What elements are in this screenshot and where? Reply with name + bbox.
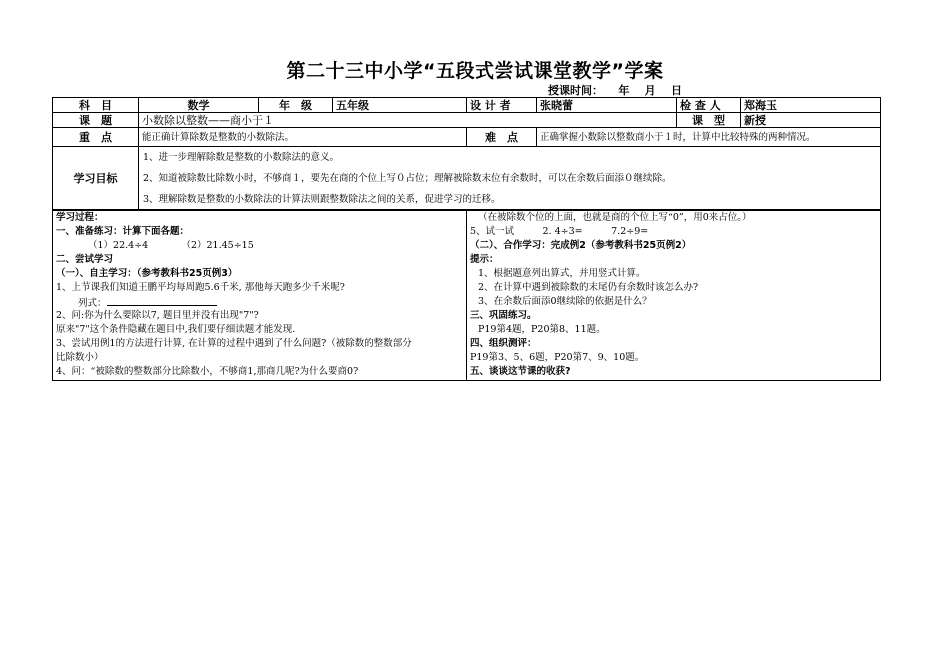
grade-value: 五年级 bbox=[333, 98, 467, 113]
type-label: 课 型 bbox=[677, 113, 741, 128]
goal-item: 2、知道被除数比除数小时，不够商１，要先在商的个位上写０占位；理解被除数末位有余数时，可以在余数后面添０继续除。 bbox=[143, 173, 672, 184]
difficulty-label: 难 点 bbox=[467, 128, 537, 147]
hint-2: 2、在计算中遇到被除数的末尾仍有余数时该怎么办? bbox=[478, 282, 699, 293]
process-heading: 学习过程： bbox=[56, 212, 104, 223]
checker-label: 检 查 人 bbox=[677, 98, 741, 113]
equation-label: 列式： bbox=[78, 298, 107, 309]
goals-label: 学习目标 bbox=[53, 147, 139, 211]
goals-list bbox=[139, 147, 881, 211]
grade-label: 年 级 bbox=[259, 98, 333, 113]
answer-note: （在被除数个位的上面，也就是商的个位上写“0”，用0来占位。） bbox=[478, 212, 752, 223]
self-study-heading: （一）、自主学习：（参考教科书25页例3） bbox=[56, 268, 238, 279]
class-date: 授课时间： 年 月 日 bbox=[548, 84, 682, 97]
prep-exercises: （1）22.4÷4 （2）21.45÷15 bbox=[88, 240, 254, 251]
hint-3: 3、在余数后面添0继续除的依据是什么？ bbox=[478, 296, 652, 307]
key-point-value: 能正确计算除数是整数的小数除法。 bbox=[139, 128, 467, 147]
question-3: 3、尝试用例1的方法进行计算, 在计算的过程中遇到了什么问题?（被除数的整数部分 bbox=[56, 338, 412, 349]
topic-value: 小数除以整数——商小于１ bbox=[139, 113, 677, 128]
question-1: 1、上节课我们知道王鹏平均每周跑5.6千米, 那他每天跑多少千米呢? bbox=[56, 282, 345, 293]
hint-1: 1、根据题意列出算式，并用竖式计算。 bbox=[478, 268, 646, 279]
goal-item: 3、理解除数是整数的小数除法的计算法则跟整数除法之间的关系，促进学习的迁移。 bbox=[143, 194, 501, 205]
learning-process-table bbox=[52, 209, 881, 381]
equation-blank[interactable] bbox=[107, 295, 217, 306]
goal-item: 1、进一步理解除数是整数的小数除法的意义。 bbox=[143, 152, 340, 163]
difficulty-value: 正确掌握小数除以整数商小于１时，计算中比较特殊的两种情况。 bbox=[537, 128, 881, 147]
coop-heading: （二）、合作学习：完成例2（参考教科书25页例2） bbox=[470, 240, 692, 251]
assessment-items: P19第3、5、6题，P20第7、9、10题。 bbox=[470, 352, 645, 363]
subject-label: 科 目 bbox=[53, 98, 139, 113]
checker-value: 郑海玉 bbox=[741, 98, 881, 113]
equation-line bbox=[56, 295, 463, 309]
designer-value: 张晓蕾 bbox=[537, 98, 677, 113]
process-left-column bbox=[53, 210, 467, 381]
practice-items: P19第4题，P20第8、11题。 bbox=[478, 324, 606, 335]
reflection-heading: 五、谈谈这节课的收获? bbox=[470, 366, 571, 377]
assessment-heading: 四、组织测评： bbox=[470, 338, 537, 349]
page-title: 第二十三中小学“五段式尝试课堂教学”学案 bbox=[286, 60, 664, 82]
lesson-header-table bbox=[52, 97, 881, 211]
question-3-cont: 比除数小） bbox=[56, 352, 104, 363]
topic-label: 课 题 bbox=[53, 113, 139, 128]
practice-heading: 三、巩固练习。 bbox=[470, 310, 537, 321]
designer-label: 设 计 者 bbox=[467, 98, 537, 113]
prep-heading: 一、准备练习：计算下面各题： bbox=[56, 226, 190, 237]
try-it: 5、试一试 2. 4÷3= 7.2÷9= bbox=[470, 226, 649, 237]
hint-heading: 提示： bbox=[470, 254, 499, 265]
key-point-label: 重 点 bbox=[53, 128, 139, 147]
note-line: 原来"7"这个条件隐藏在题目中,我们要仔细读题才能发现. bbox=[56, 324, 296, 335]
type-value: 新授 bbox=[741, 113, 881, 128]
process-right-column bbox=[467, 210, 881, 381]
question-2: 2、问:你为什么要除以7, 题目里并没有出现"7"? bbox=[56, 310, 259, 321]
question-4: 4、问：“被除数的整数部分比除数小，不够商1,那商几呢?为什么要商0? bbox=[56, 366, 359, 377]
trial-heading: 二、尝试学习 bbox=[56, 254, 114, 265]
subject-value: 数学 bbox=[139, 98, 259, 113]
